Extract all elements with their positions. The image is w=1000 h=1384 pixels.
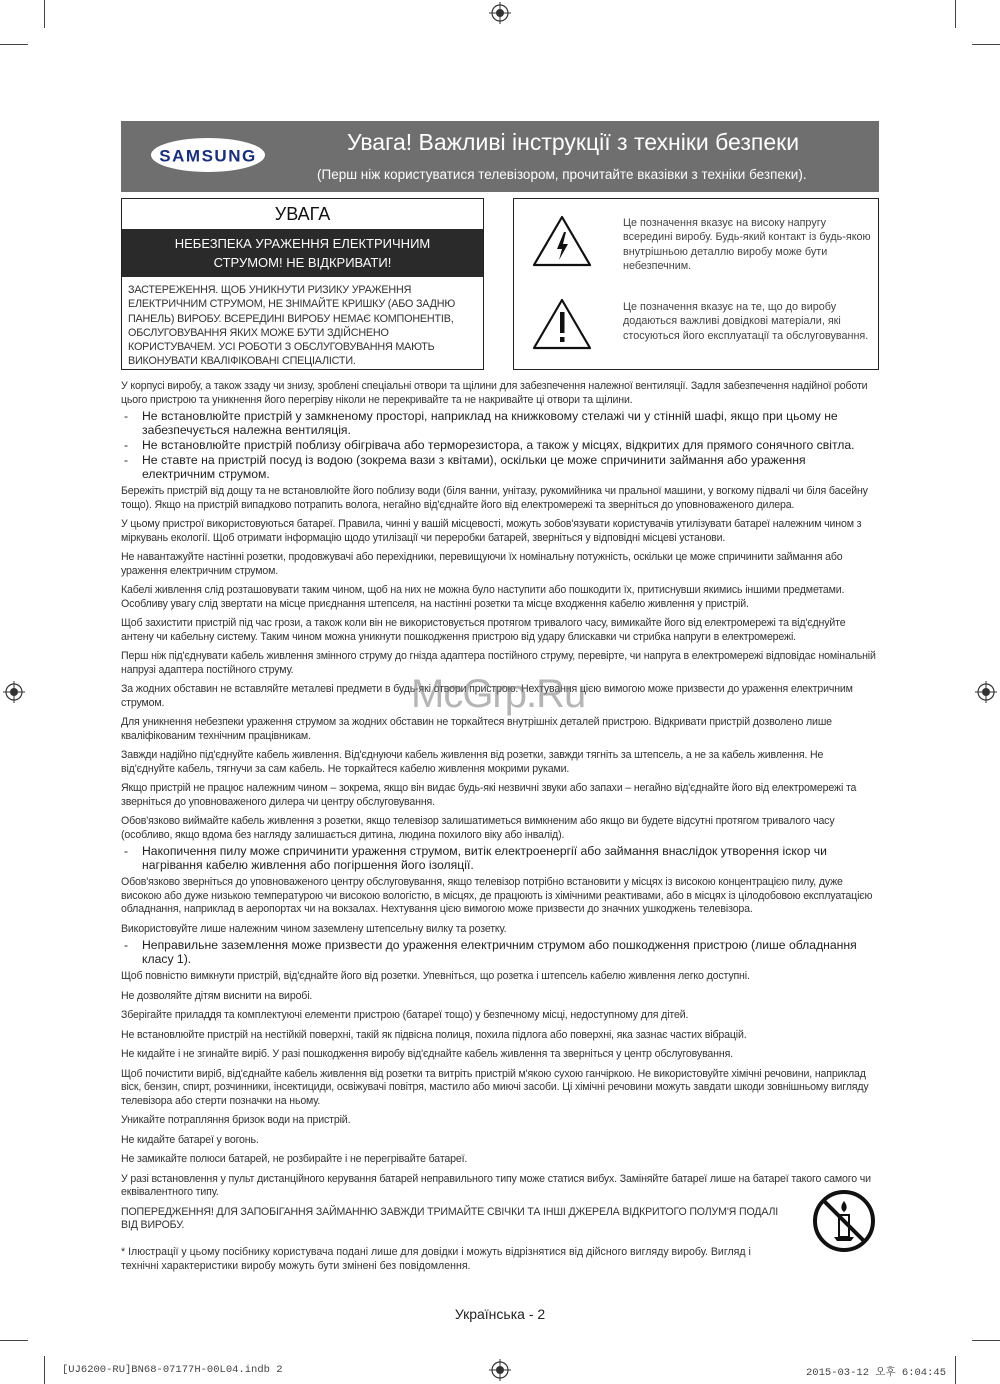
list-item: [121, 409, 879, 437]
caution-bar-line: СТРУМОМ! НЕ ВІДКРИВАТИ!: [213, 255, 392, 270]
list-item-text: Накопичення пилу може спричинити ураження струмом, витік електроенергії або займання внаслідок утворення іскор чи нагрівання кабелю живлення або погіршення його ізоляції.: [142, 844, 827, 872]
bullet-dash: -: [124, 409, 129, 423]
page-number: Українська - 2: [454, 1306, 546, 1322]
crop-mark: [44, 1356, 45, 1384]
crop-mark: [955, 0, 956, 28]
crop-mark: [972, 1340, 1000, 1341]
caution-warning-bar: [122, 229, 483, 277]
caution-text: ЗАСТЕРЕЖЕННЯ. ЩОБ УНИКНУТИ РИЗИКУ УРАЖЕННЯ ЕЛЕКТРИЧНИМ СТРУМОМ, НЕ ЗНІМАЙТЕ КРИШКУ (АБО ЗАДНЮ ПАНЕЛЬ) ВИРОБУ. ВСЕРЕДИНІ ВИРОБУ НЕМАЄ КОМПОНЕНТІВ, ОБСЛУГОВУВАННЯ ЯКИХ МОЖЕ БУТИ ЗДІЙСНЕНО КОРИСТУВАЧЕМ. УСІ РОБОТИ З ОБСЛУГОВУВАННЯ МАЮТЬ ВИКОНУВАТИ КВАЛІФІКОВАНІ СПЕЦІАЛІСТИ.: [128, 284, 456, 368]
registration-mark-icon: [489, 2, 511, 24]
crop-mark: [955, 1356, 956, 1384]
paragraph: У корпусі виробу, а також ззаду чи знизу, зроблені спеціальні отвори та щілини для забезпечення належної вентиляції. Задля забезпечення надійної роботи цього пристрою та уникнення його перегріву ніколи не перекривайте та не накривайте ці отвори та щілини.: [121, 380, 868, 406]
list-item-text: Не встановлюйте пристрій поблизу обігрівача або терморезистора, а також у місцях, відкритих для прямого сонячного світла.: [142, 438, 855, 452]
important-info-description: Це позначення вказує на те, що до виробу додаються важливі довідкові матеріали, які стосуються його експлуатації та обслуговування.: [623, 301, 869, 342]
paragraph: У разі встановлення у пульт дистанційного керування батарей неправильного типу може статися вибух. Заміняйте батареї лише на батареї такого самого чи еквівалентного типу.: [121, 1172, 871, 1198]
lightning-triangle-icon: [531, 214, 593, 268]
crop-mark: [972, 44, 1000, 45]
print-file-info: [UJ6200-RU]BN68-07177H-00L04.indb 2: [62, 1364, 283, 1376]
crop-mark: [44, 0, 45, 28]
paragraph: Для уникнення небезпеки ураження струмом за жодних обставин не торкайтеся внутрішніх деталей пристрою. Відкривати пристрій дозволено лише кваліфікованим технічним працівникам.: [121, 716, 832, 742]
bullet-dash: -: [124, 844, 129, 858]
paragraph: Не навантажуйте настінні розетки, продовжувачі або перехідники, перевищуючи їх номінальну потужність, оскільки це може спричинити займання або ураження електричним струмом.: [121, 551, 843, 577]
paragraph: Завжди надійно під'єднуйте кабель живлення. Від'єднуючи кабель живлення від розетки, завжди тягніть за штепсель, а не за кабель живлення. Не від'єднуйте кабель, тягнучи за сам кабель. Не торкайтеся кабелю живлення мокрими руками.: [121, 749, 824, 775]
paragraph: У цьому пристрої використовуються батареї. Правила, чинні у вашій місцевості, можуть зобов'язувати користувачів утилізувати батареї належним чином з міркувань екології. Щоб отримати інформацію щодо утилізації чи переробки батарей, зверніться у відповідні місцеві установи.: [121, 518, 862, 544]
page-subtitle: (Перш ніж користуватися телевізором, прочитайте вказівки з техніки безпеки).: [317, 167, 807, 182]
registration-mark-icon: [489, 1359, 511, 1381]
crop-mark: [0, 44, 28, 45]
caution-box: [121, 198, 484, 370]
paragraph: Не кидайте батареї у вогонь.: [121, 1133, 259, 1146]
caution-bar-line: НЕБЕЗПЕКА УРАЖЕННЯ ЕЛЕКТРИЧНИМ: [174, 236, 431, 251]
list-item: [121, 453, 879, 481]
paragraph: Не кидайте і не згинайте виріб. У разі пошкодження виробу від'єднайте кабель живлення та зверніться у центр обслуговування.: [121, 1048, 733, 1060]
safety-instructions: [121, 380, 879, 1239]
list-item: [121, 844, 879, 872]
paragraph: Обов'язково виймайте кабель живлення з розетки, якщо телевізор залишатиметься вимкненим або якщо ви будете відсутні протягом тривалого часу (особливо, якщо вдома без нагляду залишається дитина, людина похилого віку або інвалід).: [121, 815, 835, 841]
registration-mark-icon: [975, 681, 997, 703]
high-voltage-description: Це позначення вказує на високу напругу всередині виробу. Будь-який контакт із будь-якою внутрішньою деталлю виробу може бути небезпечним.: [623, 217, 871, 273]
watermark: McGrp.Ru: [411, 672, 586, 716]
bullet-list: [121, 409, 879, 481]
paragraph: Щоб повністю вимкнути пристрій, від'єднайте його від розетки. Упевніться, що розетка і штепсель кабелю живлення легко доступні.: [121, 970, 750, 982]
samsung-logo: [149, 135, 267, 175]
paragraph: Обов'язково зверніться до уповноваженого центру обслуговування, якщо телевізор потрібно встановити у місцях із високою концентрацією пилу, дуже високою або дуже низькою температурою чи високою вологістю, в місцях, де працюють із хімічними реактивами, або в місцях із цілодобовою експлуатацією обладнання, наприклад в аеропортах чи на вокзалах. Нехтування цією вимогою може призвести до значних ушкоджень телевізора.: [121, 876, 873, 915]
crop-mark: [0, 1340, 28, 1341]
symbols-box: [513, 198, 879, 370]
paragraph: Не замикайте полюси батарей, не розбирайте і не перегрівайте батареї.: [121, 1153, 468, 1165]
list-item: [121, 938, 879, 966]
exclamation-triangle-icon: [531, 297, 593, 351]
caution-heading: УВАГА: [274, 204, 331, 224]
list-item-text: Не ставте на пристрій посуд із водою (зокрема вази з квітами), оскільки це може спричинити займання або ураження електричним струмом.: [142, 453, 806, 481]
warning-paragraph: ПОПЕРЕДЖЕННЯ! ДЛЯ ЗАПОБІГАННЯ ЗАЙМАННЮ ЗАВЖДИ ТРИМАЙТЕ СВІЧКИ ТА ІНШІ ДЖЕРЕЛА ВІДКРИТОГО ПОЛУМ'Я ПОДАЛІ ВІД ВИРОБУ.: [121, 1205, 779, 1231]
paragraph: Щоб захистити пристрій під час грози, а також коли він не використовується протягом тривалого часу, вимикайте його від електромережі та від'єднуйте антену чи кабельну систему. Таким чином можна уникнути пошкодження пристрою від удару блискавки чи стрибка напруги в електромережі.: [121, 617, 846, 643]
bullet-list: [121, 844, 879, 872]
header-banner: [121, 121, 879, 192]
paragraph: Кабелі живлення слід розташовувати таким чином, щоб на них не можна було наступити або пошкодити їх, притиснувши якимись іншими предметами. Особливу увагу слід звертати на місце приєднання штепселя, на настінні розетки та місце входження кабелю живлення у пристрій.: [121, 584, 845, 610]
paragraph: Перш ніж під'єднувати кабель живлення змінного струму до гнізда адаптера постійного струму, перевірте, чи напруга в електромережі відповідає номінальній напрузі адаптера постійного струму.: [121, 650, 876, 676]
list-item: [121, 438, 879, 452]
list-item-text: Неправильне заземлення може призвести до ураження електричним струмом або пошкодження пристрою (лише обладнання класу 1).: [142, 938, 857, 966]
bullet-list: [121, 938, 879, 966]
bullet-dash: -: [124, 453, 129, 467]
list-item-text: Не встановлюйте пристрій у замкненому просторі, наприклад на книжковому стелажі чи у стінній шафі, якщо при цьому не забезпечується належна вентиляція.: [142, 409, 838, 437]
no-candle-icon: [812, 1189, 876, 1253]
paragraph: Бережіть пристрій від дощу та не встановлюйте його поблизу води (біля ванни, унітазу, рукомийника чи пральної машини, у вогкому підвалі чи біля басейну тощо). Якщо на пристрій випадково потрапить волога, негайно від'єднайте його від електромережі та зверніться до уповноваженого дилера.: [121, 485, 868, 511]
page-title: Увага! Важливі інструкції з техніки безпеки: [347, 129, 800, 155]
paragraph: Зберігайте приладдя та комплектуючі елементи пристрою (батареї тощо) у безпечному місці, недоступному для дітей.: [121, 1009, 689, 1021]
bullet-dash: -: [124, 938, 129, 952]
paragraph: За жодних обставин не вставляйте металеві предмети в будь-які отвори пристрою. Нехтування цією вимогою може призвести до ураження електричним струмом.: [121, 683, 853, 709]
print-timestamp: 2015-03-12 오후 6:04:45: [806, 1367, 947, 1379]
bullet-dash: -: [124, 438, 129, 452]
paragraph: Не встановлюйте пристрій на нестійкій поверхні, такій як підвісна полиця, похила підлога або поверхні, яка зазнає частих вібрацій.: [121, 1028, 747, 1041]
paragraph: Уникайте потрапляння бризок води на пристрій.: [121, 1114, 351, 1126]
registration-mark-icon: [3, 681, 25, 703]
footnote: * Ілюстрації у цьому посібнику користувача подані лише для довідки і можуть відрізнятися від дійсного вигляду виробу. Вигляд і технічні характеристики виробу можуть бути змінені без повідомлення.: [121, 1246, 751, 1272]
paragraph: Не дозволяйте дітям виснити на виробі.: [121, 989, 313, 1002]
paragraph: Якщо пристрій не працює належним чином – зокрема, якщо він видає будь-які незвичні звуки або запахи – негайно від'єднайте його від електромережі та зверніться до уповноваженого дилера чи центру обслуговування.: [121, 782, 857, 808]
svg-text:SAMSUNG: SAMSUNG: [159, 146, 257, 166]
paragraph: Щоб почистити виріб, від'єднайте кабель живлення від розетки та витріть пристрій м'якою сухою ганчіркою. Не використовуйте хімічні речовини, наприклад віск, бензин, спирт, розчинники, інсектициди, освіжувачі повітря, мастило або миючі засоби. Ці хімічні речовини можуть завдати шкоди зовнішньому вигляду телевізора або стерти позначки на ньому.: [121, 1067, 869, 1107]
paragraph: Використовуйте лише належним чином заземлену штепсельну вилку та розетку.: [121, 922, 507, 935]
